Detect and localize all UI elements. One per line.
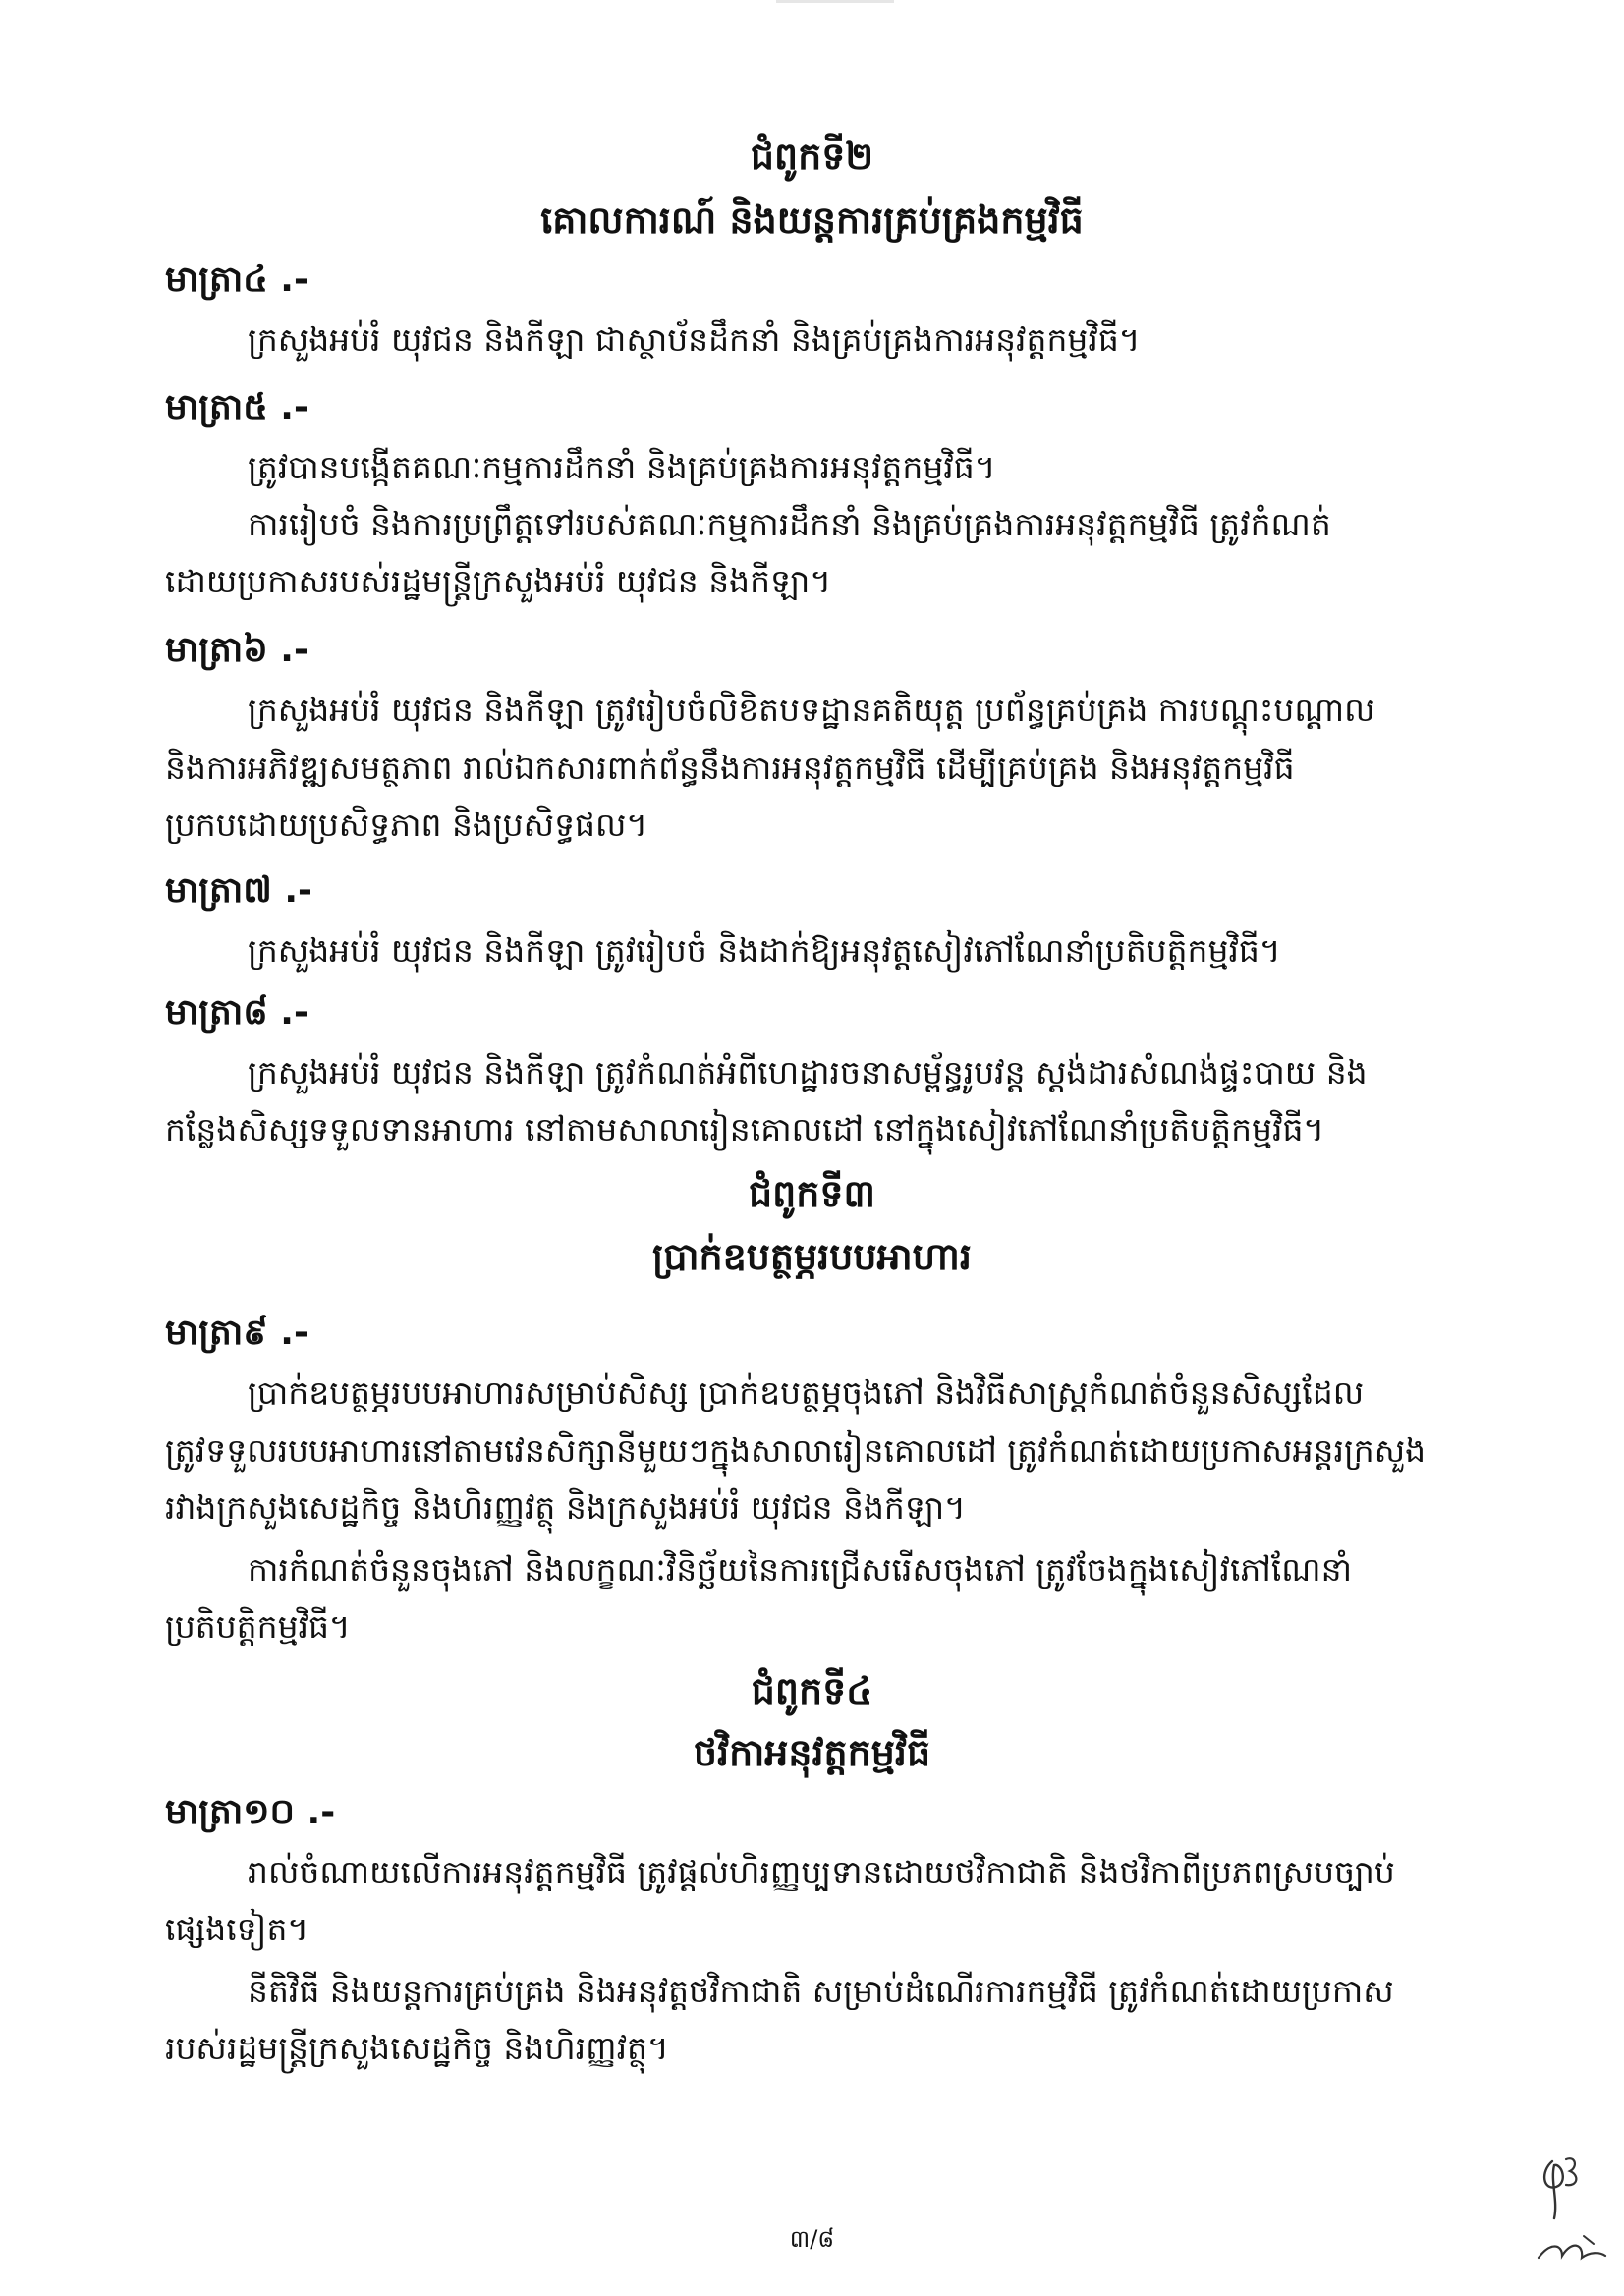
scan-edge-mark: [0, 0, 1624, 6]
article6-line: ក្រសួងអប់រំ យុវជន និងកីឡា ត្រូវរៀបចំលិខិតបទដ្ឋានគតិយុត្ត ប្រព័ន្ធគ្រប់គ្រង ការបណ្តុះបណ្តាល: [248, 691, 1375, 729]
chapter2-subtitle: គោលការណ៍ និងយន្តការគ្រប់គ្រងកម្មវិធី: [540, 198, 1084, 242]
article6-line: និងការអភិវឌ្ឍសមត្ថភាព រាល់ឯកសារពាក់ព័ន្ធនឹងការអនុវត្តកម្មវិធី ដើម្បីគ្រប់គ្រង និងអនុវត្តកម្មវិធី: [165, 749, 1295, 787]
article10-line: រាល់ចំណាយលើការអនុវត្តកម្មវិធី ត្រូវផ្តល់ហិរញ្ញប្បទានដោយថវិកាជាតិ និងថវិកាពីប្រភពស្របច្បាប់: [248, 1853, 1395, 1891]
article4-heading: មាត្រា៤ .-: [165, 259, 308, 300]
article5-line: ដោយប្រកាសរបស់រដ្ឋមន្ត្រីក្រសួងអប់រំ យុវជន និងកីឡា។: [165, 562, 832, 600]
article8-line: កន្លែងសិស្សទទួលទានអាហារ នៅតាមសាលារៀនគោលដៅ នៅក្នុងសៀវភៅណែនាំប្រតិបត្តិកម្មវិធី។: [165, 1110, 1325, 1148]
article7-heading: មាត្រា៧ .-: [165, 870, 312, 911]
article10-line: ផ្សេងទៀត។: [165, 1910, 309, 1948]
chapter3-subtitle: ប្រាក់ឧបត្ថម្ភរបបអាហារ: [652, 1235, 972, 1278]
article6-line: ប្រកបដោយប្រសិទ្ធភាព និងប្រសិទ្ធផល។: [165, 806, 648, 844]
article9-line: រវាងក្រសួងសេដ្ឋកិច្ច និងហិរញ្ញវត្ថុ និងក្រសួងអប់រំ យុវជន និងកីឡា។: [165, 1488, 966, 1527]
article9-line: ប្រាក់ឧបត្ថម្ភរបបអាហារសម្រាប់សិស្ស ប្រាក់ឧបត្ថម្ភចុងភៅ និងវិធីសាស្ត្រកំណត់ចំនួនសិស្សដែល: [248, 1373, 1365, 1412]
article5-heading: មាត្រា៥ .-: [165, 387, 308, 427]
chapter3-title: ជំពូកទី៣: [749, 1172, 875, 1215]
article4-line: ក្រសួងអប់រំ យុវជន និងកីឡា ជាស្ថាប័នដឹកនាំ និងគ្រប់គ្រងការអនុវត្តកម្មវិធី។: [248, 320, 1141, 359]
page-number: ៣/៨: [789, 2225, 835, 2253]
article10-heading: មាត្រា១០ .-: [165, 1792, 336, 1832]
chapter2-title: ជំពូកទី២: [750, 135, 874, 178]
article5-line: ការរៀបចំ និងការប្រព្រឹត្តទៅរបស់គណៈកម្មការដឹកនាំ និងគ្រប់គ្រងការអនុវត្តកម្មវិធី ត្រូវកំណត់: [248, 505, 1331, 543]
article6-heading: មាត្រា៦ .-: [165, 630, 308, 670]
article7-line: ក្រសួងអប់រំ យុវជន និងកីឡា ត្រូវរៀបចំ និងដាក់ឱ្យអនុវត្តសៀវភៅណែនាំប្រតិបត្តិកម្មវិធី។: [248, 931, 1281, 970]
handwritten-initials: [1533, 2142, 1611, 2279]
article8-heading: មាត្រា៨ .-: [165, 992, 308, 1033]
article9-line: ការកំណត់ចំនួនចុងភៅ និងលក្ខណៈវិនិច្ឆ័យនៃការជ្រើសរើសចុងភៅ ត្រូវចែងក្នុងសៀវភៅណែនាំ: [248, 1550, 1353, 1589]
chapter4-subtitle: ថវិកាអនុវត្តកម្មវិធី: [693, 1731, 931, 1774]
article5-line: ត្រូវបានបង្កើតគណៈកម្មការដឹកនាំ និងគ្រប់គ្រងការអនុវត្តកម្មវិធី។: [248, 448, 996, 486]
article9-heading: មាត្រា៩ .-: [165, 1313, 308, 1353]
article9-line: ប្រតិបត្តិកម្មវិធី។: [165, 1607, 351, 1646]
article8-line: ក្រសួងអប់រំ យុវជន និងកីឡា ត្រូវកំណត់អំពីហេដ្ឋារចនាសម្ព័ន្ធរូបវន្ត ស្តង់ដារសំណង់ផ្ទះបាយ និង: [248, 1053, 1368, 1092]
article10-line: នីតិវិធី និងយន្តការគ្រប់គ្រង និងអនុវត្តថវិកាជាតិ សម្រាប់ដំណើរការកម្មវិធី ត្រូវកំណត់ដោយប្រកាស: [248, 1972, 1394, 2010]
chapter4-title: ជំពូកទី៤: [751, 1669, 873, 1712]
article9-line: ត្រូវទទួលរបបអាហារនៅតាមវេនសិក្សានីមួយៗក្នុងសាលារៀនគោលដៅ ត្រូវកំណត់ដោយប្រកាសអន្តរក្រសួង: [165, 1431, 1427, 1470]
article10-line: របស់រដ្ឋមន្ត្រីក្រសួងសេដ្ឋកិច្ច និងហិរញ្ញវត្ថុ។: [165, 2029, 669, 2067]
